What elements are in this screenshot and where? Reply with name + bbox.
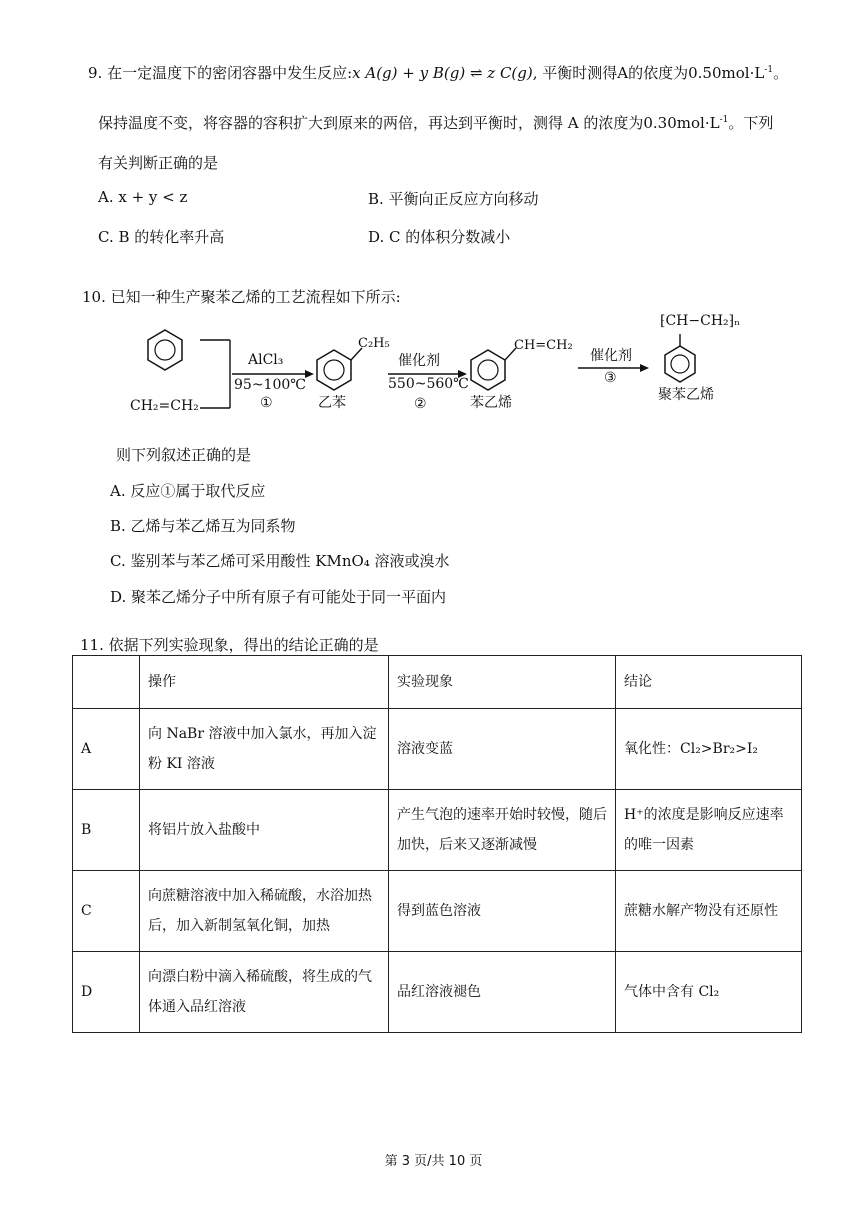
row-operation: 向 NaBr 溶液中加入氯水，再加入淀粉 KI 溶液: [140, 709, 389, 790]
benzene-ring-polystyrene: [665, 334, 695, 382]
row-id: D: [73, 952, 140, 1033]
q10-option-b: B. 乙烯与苯乙烯互为同系物: [110, 517, 296, 535]
row-id: A: [73, 709, 140, 790]
q10-product1-name: 乙苯: [318, 395, 346, 411]
q10-product3-repeat-unit: ⁅CH−CH₂⁆ₙ: [660, 313, 741, 329]
q9-line2-sup: -1: [719, 115, 729, 125]
row-conclusion: 蔗糖水解产物没有还原性: [616, 871, 802, 952]
q11-stem: 11. 依据下列实验现象，得出的结论正确的是: [80, 636, 379, 654]
header-blank: [73, 656, 140, 709]
q9-line2-end: 。下列: [728, 114, 774, 132]
row-conclusion: 气体中含有 Cl₂: [616, 952, 802, 1033]
q9-line1-sup: -1: [764, 65, 774, 75]
header-operation: 操作: [140, 656, 389, 709]
q9-reaction: x A(g) + y B(g) ⇌ z C(g): [352, 64, 533, 82]
q10-option-a: A. 反应①属于取代反应: [110, 482, 266, 500]
q10-step2-temp: 550~560℃: [388, 376, 469, 392]
q10-product1-substituent: C₂H₅: [358, 336, 390, 351]
q10-step2-num: ②: [414, 396, 427, 412]
benzene-ring-reactant: [148, 330, 182, 370]
row-operation: 将铝片放入盐酸中: [140, 790, 389, 871]
table-row: [73, 790, 802, 871]
q9-option-b: B. 平衡向正反应方向移动: [368, 190, 539, 208]
q10-stem: 10. 已知一种生产聚苯乙烯的工艺流程如下所示:: [82, 288, 401, 306]
header-phenomenon: 实验现象: [389, 656, 616, 709]
table-row: [73, 709, 802, 790]
row-operation: 向漂白粉中滴入稀硫酸，将生成的气体通入品红溶液: [140, 952, 389, 1033]
row-phenomenon: 得到蓝色溶液: [389, 871, 616, 952]
benzene-ring-styrene: [471, 348, 516, 390]
q10-product2-name: 苯乙烯: [470, 395, 512, 411]
row-phenomenon: 产生气泡的速率开始时较慢，随后加快，后来又逐渐减慢: [389, 790, 616, 871]
benzene-ring-ethylbenzene: [317, 348, 362, 390]
q10-step3-catalyst: 催化剂: [590, 348, 632, 364]
q9-option-a: A. x + y < z: [98, 188, 188, 206]
table-row: [73, 871, 802, 952]
q9-option-d: D. C 的体积分数减小: [368, 228, 511, 246]
q10-product3-name: 聚苯乙烯: [658, 387, 714, 403]
row-id: B: [73, 790, 140, 871]
q9-line2: [98, 112, 773, 133]
q9-line3: 有关判断正确的是: [98, 154, 219, 172]
q10-step1-catalyst: AlCl₃: [248, 352, 284, 368]
row-phenomenon: 品红溶液褪色: [389, 952, 616, 1033]
q9-option-c: C. B 的转化率升高: [98, 228, 225, 246]
q10-product2-substituent: CH=CH₂: [514, 338, 573, 353]
row-phenomenon: 溶液变蓝: [389, 709, 616, 790]
arrow-step1-head: [305, 370, 314, 378]
page-footer: 第 3 页/共 10 页: [384, 1154, 483, 1169]
row-conclusion: 氧化性：Cl₂>Br₂>I₂: [616, 709, 802, 790]
q9-line1: [88, 62, 788, 83]
q10-step1-temp: 95~100℃: [234, 377, 306, 393]
q10-lead: 则下列叙述正确的是: [116, 446, 252, 464]
q10-option-d: D. 聚苯乙烯分子中所有原子有可能处于同一平面内: [110, 588, 447, 606]
table-header-row: [73, 656, 802, 709]
q9-line1-text: 9. 在一定温度下的密闭容器中发生反应:: [88, 64, 353, 82]
q10-reactant-ethylene: CH₂=CH₂: [130, 398, 199, 414]
row-conclusion: H⁺的浓度是影响反应速率的唯一因素: [616, 790, 802, 871]
q9-line1-end: 。: [773, 64, 789, 82]
q10-step3-num: ③: [604, 370, 617, 386]
row-id: C: [73, 871, 140, 952]
q10-option-c: C. 鉴别苯与苯乙烯可采用酸性 KMnO₄ 溶液或溴水: [110, 552, 450, 570]
table-row: [73, 952, 802, 1033]
q10-step1-num: ①: [260, 395, 273, 411]
header-conclusion: 结论: [616, 656, 802, 709]
q10-step2-catalyst: 催化剂: [398, 353, 440, 369]
q9-line2-text: 保持温度不变，将容器的容积扩大到原来的两倍，再达到平衡时，测得 A 的浓度为0.30mol·L: [98, 114, 720, 132]
row-operation: 向蔗糖溶液中加入稀硫酸，水浴加热后，加入新制氢氧化铜，加热: [140, 871, 389, 952]
arrow-step3-head: [640, 364, 649, 372]
q9-line1-text-b: , 平衡时测得A的依度为0.50mol·L: [532, 64, 765, 82]
q11-experiment-table: [72, 655, 802, 1033]
